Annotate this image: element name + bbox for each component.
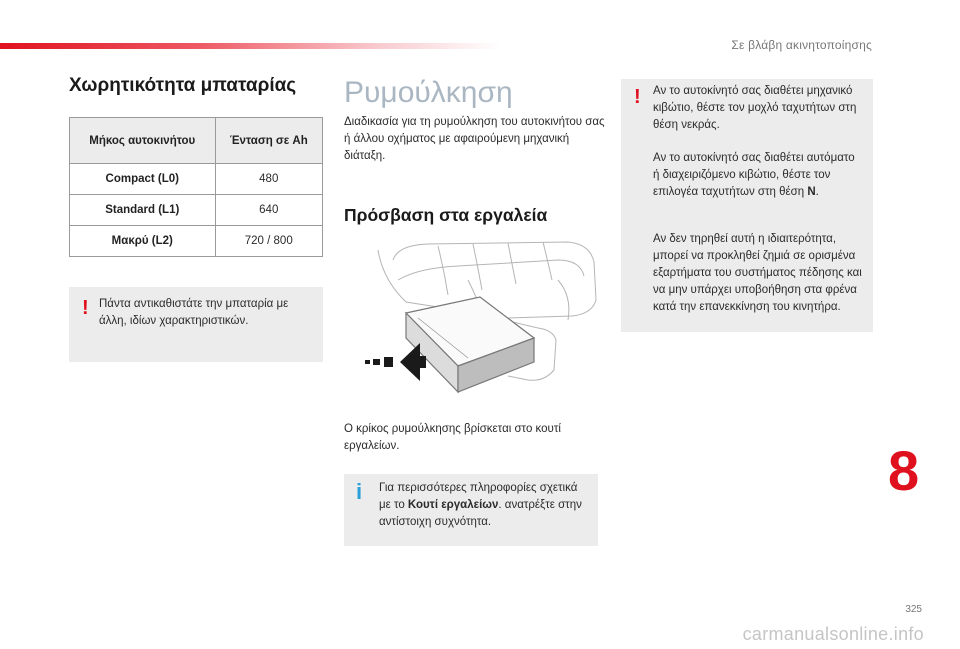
tools-access-title: Πρόσβαση στα εργαλεία [344,205,548,225]
info-icon: i [356,479,363,504]
toolbox-illustration [358,240,598,400]
brake-damage-warning-text: Αν δεν τηρηθεί αυτή η ιδιαιτερότητα, μπορεί να προκληθεί ζημιά σε ορισμένα εξαρτήματα του συστήματος πέδησης και να μην υπάρχει υποβοήθηση στα φρένα κατά την επανεκκίνηση του κινητήρα. [653,233,862,313]
towing-title: Ρυμούλκηση [344,76,513,109]
table-header-row [70,118,323,164]
row-length: Compact (L0) [70,164,216,195]
page-number: 325 [905,604,922,615]
row-length: Standard (L1) [70,195,216,226]
battery-warning-note [69,287,323,362]
table-row [70,226,323,257]
watermark: carmanualsonline.info [742,624,924,644]
toolbox-info-note [344,474,598,546]
table-row [70,164,323,195]
tools-access-text: Ο κρίκος ρυμούλκησης βρίσκεται στο κουτί εργαλείων. [344,423,561,452]
header-accent-bar [0,43,500,49]
towing-intro: Διαδικασία για τη ρυμούλκηση του αυτοκινήτου σας ή άλλου οχήματος με αφαιρούμενη μηχανική διάταξη. [344,116,605,162]
toolbox-link-text: Κουτί εργαλείων [407,499,499,511]
battery-capacity-table [69,117,323,257]
battery-warning-text: Πάντα αντικαθιστάτε την μπαταρία με άλλη, ιδίων χαρακτηριστικών. [99,298,289,327]
row-amperage: 480 [215,164,322,195]
gearbox-warning-note [621,79,873,332]
battery-capacity-title: Χωρητικότητα μπαταρίας [69,75,297,96]
row-length: Μακρύ (L2) [70,226,216,257]
chapter-number: 8 [888,439,920,502]
row-amperage: 720 / 800 [215,226,322,257]
warning-icon: ! [82,297,89,319]
column-header-amperage: Ένταση σε Ah [215,118,322,164]
table-row [70,195,323,226]
column-header-length: Μήκος αυτοκινήτου [70,118,216,164]
automatic-gearbox-text: Αν το αυτοκίνητό σας διαθέτει αυτόματο ή διαχειριζόμενο κιβώτιο, θέστε τον επιλογέα ταχυτήτων στη θέση N. [653,152,855,198]
toolbox-info-text: Για περισσότερες πληροφορίες σχετικά με το Κουτί εργαλείων. ανατρέξτε στην αντίστοιχη συχνότητα. [379,482,582,528]
section-title: Σε βλάβη ακινητοποίησης [731,38,872,52]
row-amperage: 640 [215,195,322,226]
warning-icon: ! [634,86,641,108]
manual-gearbox-text: Αν το αυτοκίνητό σας διαθέτει μηχανικό κιβώτιο, θέστε τον μοχλό ταχυτήτων στη θέση νεκράς. [653,85,857,131]
